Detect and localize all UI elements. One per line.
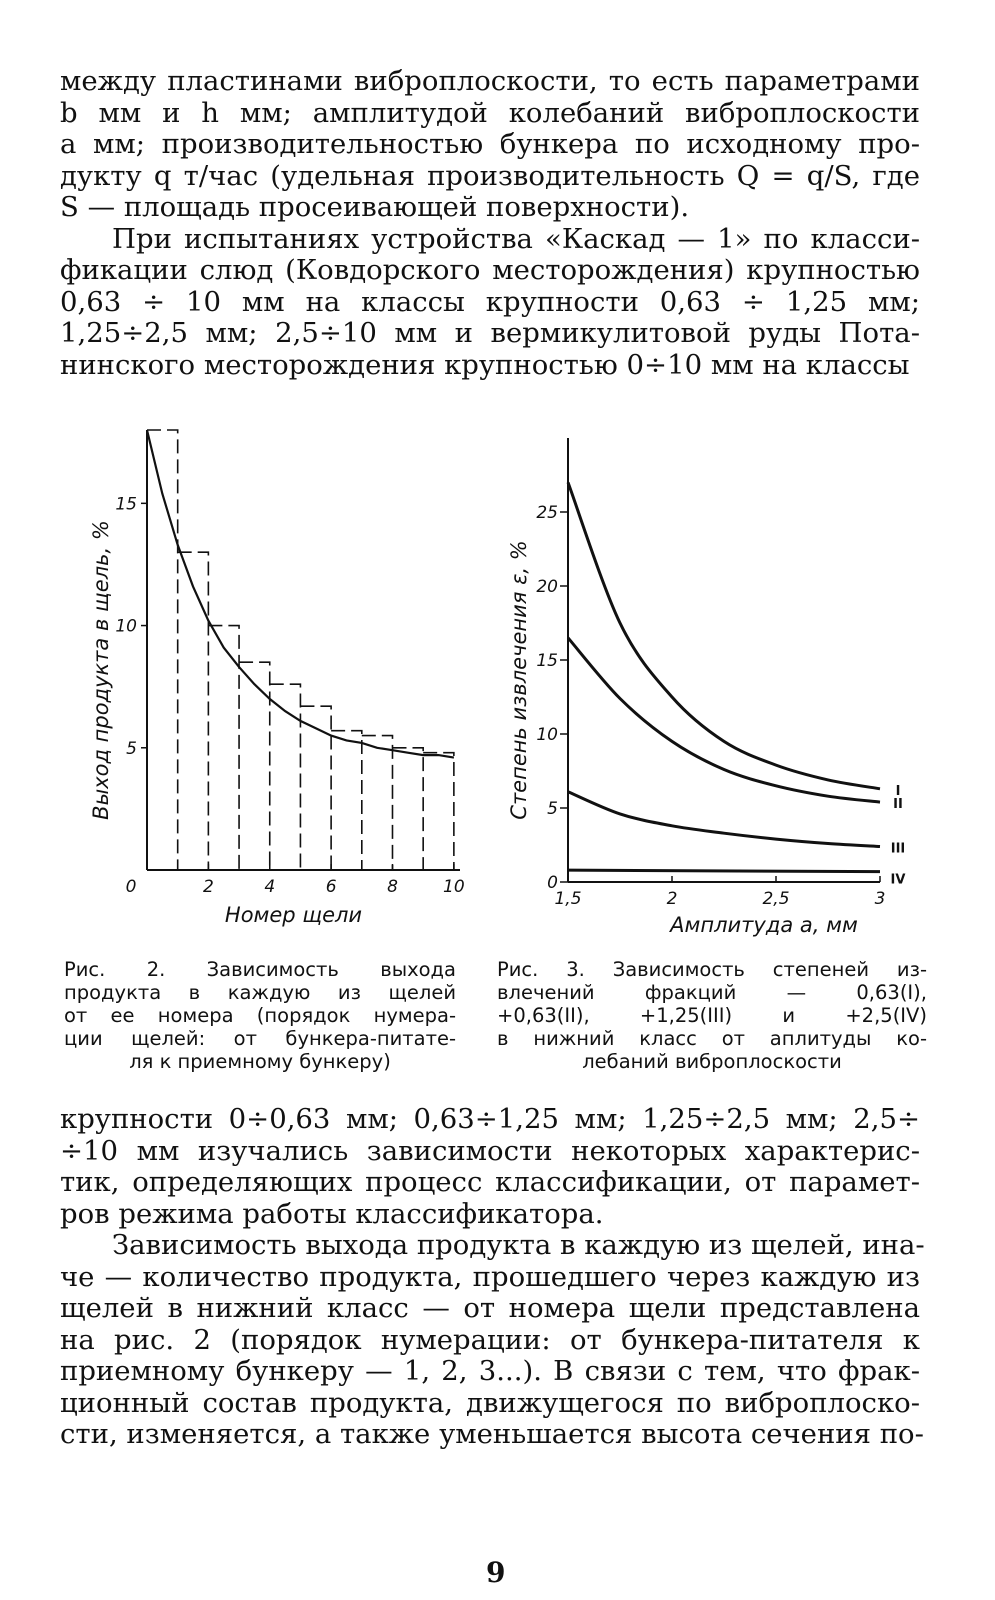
chart-fig3 bbox=[480, 420, 960, 940]
text-line: b мм и h мм; амплитудой колебаний виброплоскости bbox=[60, 96, 920, 129]
text-line: че — количество продукта, прошедшего через каждую из bbox=[60, 1260, 920, 1293]
y-tick-label: 0 bbox=[547, 873, 558, 893]
text-line: 1,25÷2,5 мм; 2,5÷10 мм и вермикулитовой руды Пота- bbox=[60, 317, 920, 349]
bar bbox=[392, 748, 423, 870]
text-line: 0,63 ÷ 10 мм на классы крупности 0,63 ÷ 1,25 мм; bbox=[60, 285, 920, 318]
page-number: 9 bbox=[486, 1556, 506, 1589]
text-line: дукту q т/час (удельная производительность Q = q/S, где bbox=[60, 159, 920, 192]
text-line: крупности 0÷0,63 мм; 0,63÷1,25 мм; 1,25÷2,5 мм; 2,5÷ bbox=[60, 1103, 920, 1135]
bar bbox=[331, 731, 362, 870]
caption-fig3 bbox=[497, 958, 927, 1073]
text-line: между пластинами виброплоскости, то есть параметрами bbox=[60, 65, 920, 97]
y-tick-label: 20 bbox=[536, 577, 558, 597]
series-line bbox=[568, 482, 880, 788]
bar bbox=[362, 736, 393, 870]
text-line: S — площадь просеивающей поверхности). bbox=[60, 191, 690, 223]
x-tick-label: 2 bbox=[666, 889, 678, 909]
x-tick-label: 2 bbox=[202, 877, 214, 897]
y-tick-label: 10 bbox=[115, 616, 137, 637]
y-tick-label: 15 bbox=[536, 651, 558, 671]
y-tick-label: 5 bbox=[547, 799, 558, 819]
x-axis-label: Амплитуда a, мм bbox=[670, 913, 858, 937]
y-tick-label: 15 bbox=[115, 494, 137, 515]
text-line: При испытаниях устройства «Каскад — 1» по класси- bbox=[112, 222, 920, 255]
y-tick-label: 25 bbox=[536, 503, 558, 523]
text-line: ционный состав продукта, движущегося по виброплоско- bbox=[60, 1386, 920, 1419]
text-line: сти, изменяется, а также уменьшается высота сечения по- bbox=[60, 1418, 924, 1450]
x-tick-label: 10 bbox=[443, 877, 465, 897]
x-tick-label: 3 bbox=[874, 889, 886, 909]
series-line bbox=[568, 870, 880, 871]
series-line bbox=[568, 638, 880, 802]
y-tick-label: 5 bbox=[126, 738, 137, 759]
caption-line: от ее номера (порядок нумера- bbox=[64, 1004, 456, 1027]
y-axis-label: Степень извлечения ε, % bbox=[507, 540, 531, 820]
text-line: Зависимость выхода продукта в каждую из щелей, ина- bbox=[112, 1229, 925, 1261]
x-tick-label: 2,5 bbox=[762, 889, 790, 909]
series-label: III bbox=[890, 841, 906, 857]
x-tick-label: 0 bbox=[125, 877, 137, 897]
text-line: приемному бункеру — 1, 2, 3...). В связи с тем, что фрак- bbox=[60, 1355, 920, 1387]
caption-line: в нижний класс от аплитуды ко- bbox=[497, 1027, 927, 1050]
x-tick-label: 8 bbox=[387, 877, 398, 897]
text-line: фикации слюд (Ковдорского месторождения) крупностью bbox=[60, 254, 920, 286]
caption-line: ля к приемному бункеру) bbox=[129, 1050, 391, 1073]
x-tick-label: 6 bbox=[325, 877, 337, 897]
caption-line: Рис. 2. Зависимость выхода bbox=[64, 958, 456, 981]
x-tick-label: 1,5 bbox=[554, 889, 582, 909]
x-axis-label: Номер щели bbox=[224, 903, 363, 927]
caption-line: +0,63(II), +1,25(III) и +2,5(IV) bbox=[497, 1004, 927, 1027]
caption-line: Рис. 3. Зависимость степеней из- bbox=[497, 958, 927, 981]
text-line: ÷10 мм изучались зависимости некоторых характерис- bbox=[60, 1134, 920, 1167]
paragraph-bottom bbox=[60, 1103, 925, 1451]
text-line: щелей в нижний класс — от номера щели представлена bbox=[60, 1292, 920, 1324]
caption-line: лебаний виброплоскости bbox=[582, 1050, 842, 1073]
text-line: ров режима работы классификатора. bbox=[60, 1197, 604, 1230]
text-line: на рис. 2 (порядок нумерации: от бункера-питателя к bbox=[60, 1323, 920, 1356]
caption-fig2 bbox=[64, 958, 456, 1073]
caption-line: ции щелей: от бункера-питате- bbox=[64, 1027, 456, 1050]
chart-fig2 bbox=[0, 420, 480, 940]
text-line: нинского месторождения крупностью 0÷10 мм на классы bbox=[60, 348, 910, 381]
text-line: тик, определяющих процесс классификации, от парамет- bbox=[60, 1166, 920, 1198]
text-line: a мм; производительностью бункера по исходному про- bbox=[60, 128, 920, 160]
bar bbox=[178, 552, 209, 870]
y-tick-label: 10 bbox=[536, 725, 558, 745]
series-label: I bbox=[895, 783, 901, 799]
caption-line: продукта в каждую из щелей bbox=[64, 981, 456, 1004]
bar bbox=[423, 753, 454, 870]
yield-curve bbox=[147, 430, 454, 758]
series-line bbox=[568, 792, 880, 847]
y-axis-label: Выход продукта в щель, % bbox=[89, 520, 113, 820]
bar bbox=[300, 706, 331, 870]
paragraph-top bbox=[60, 66, 920, 381]
series-label: IV bbox=[890, 872, 906, 888]
caption-line: влечений фракций — 0,63(I), bbox=[497, 981, 927, 1004]
series-label: II bbox=[893, 797, 903, 813]
figures-area bbox=[0, 420, 995, 960]
x-tick-label: 4 bbox=[264, 877, 276, 897]
